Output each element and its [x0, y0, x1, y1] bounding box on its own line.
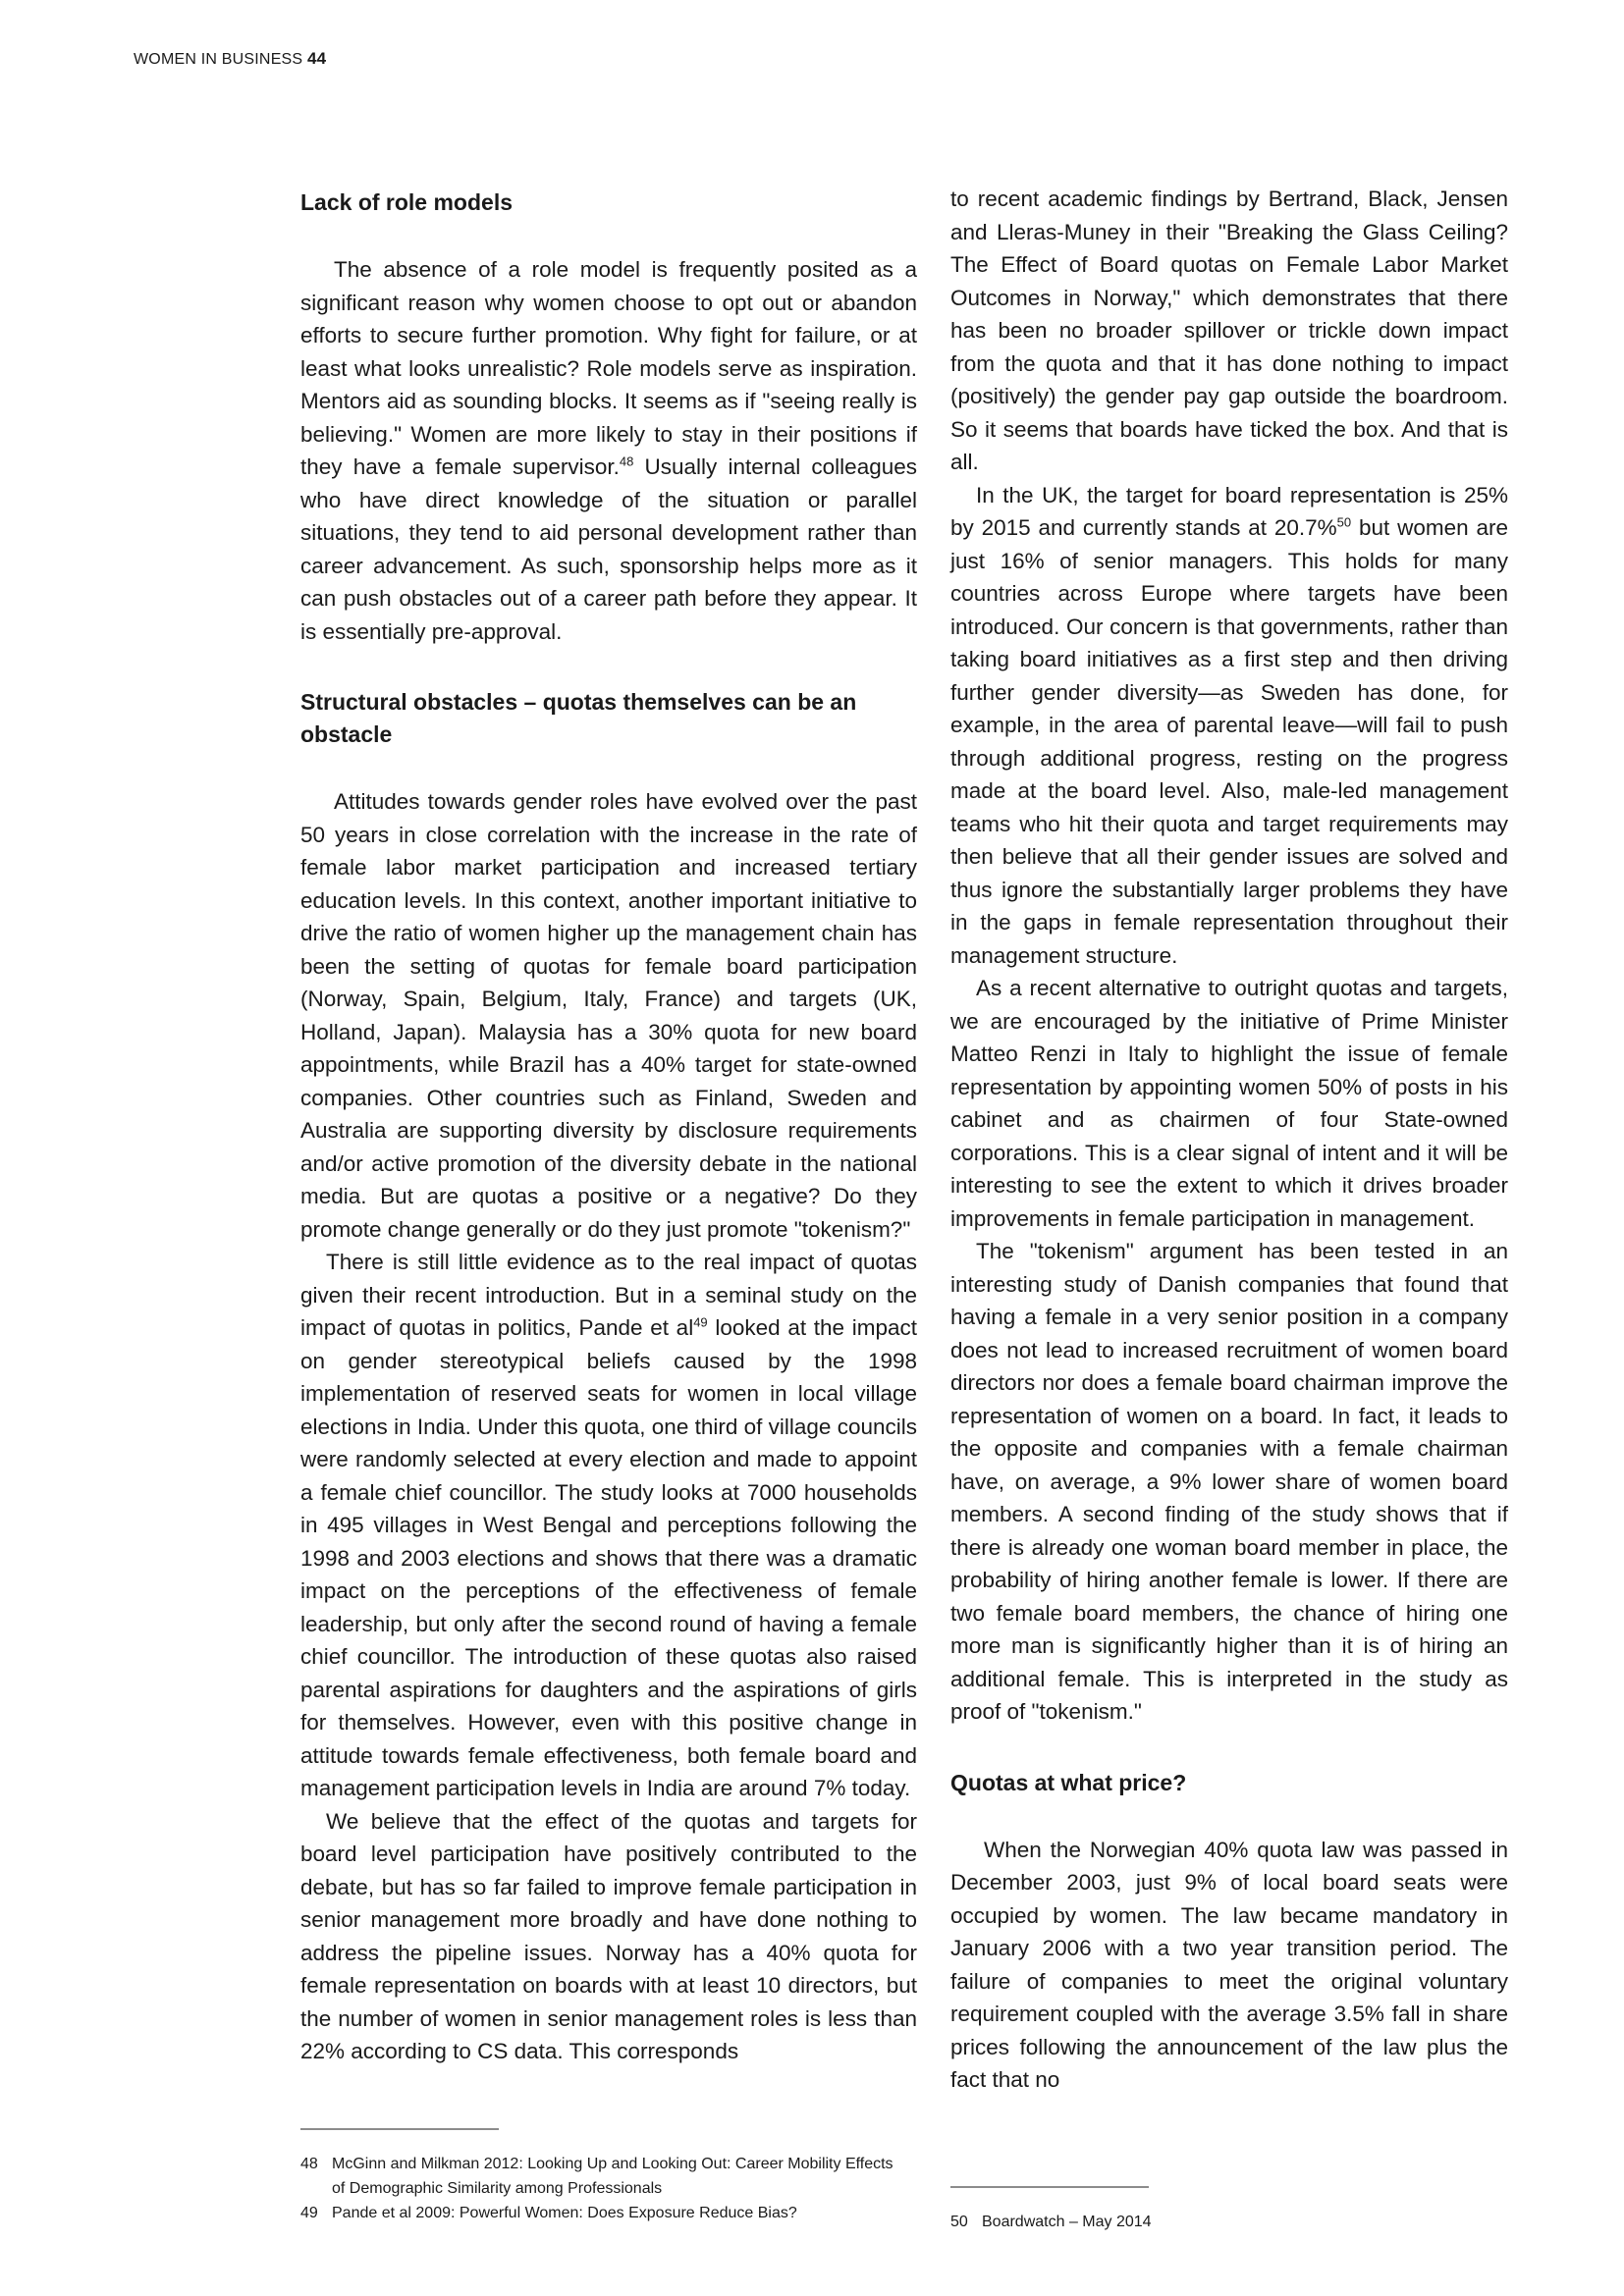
- heading-lack-of-role-models: Lack of role models: [300, 189, 514, 215]
- footnotes-left: [300, 2128, 909, 2225]
- footnote-text: Boardwatch – May 2014: [982, 2214, 1152, 2230]
- heading-quotas-price: Quotas at what price?: [950, 1769, 1187, 1795]
- paragraph-attitudes: Attitudes towards gender roles have evolved over the past 50 years in close correlation with the increase in the rate of female labor market participation and increased tertiary education levels. In this context, another important initiative to drive the ratio of women higher up the management chain has been the setting of quotas for female board participation (Norway, Spain, Belgium, Italy, France) and targets (UK, Holland, Japan). Malaysia has a 30% quota for new board appointments, while Brazil has a 40% target for state-owned companies. Other countries such as Finland, Sweden and Australia are supporting diversity by disclosure requirements and/or active promotion of the diversity debate in the national media. But are quotas a positive or a negative? Do they promote change generally or do they just promote "tokenism?": [300, 789, 917, 1242]
- footnote-number: 50: [950, 2214, 968, 2230]
- footnote-ref-49[interactable]: 49: [693, 1314, 708, 1330]
- paragraph-role-models: The absence of a role model is frequently posited as a significant reason why women choose to opt out or abandon efforts to secure further promotion. Why fight for failure, or at least what looks unrealistic? Role models serve as inspiration. Mentors aid as sounding blocks. It seems as if "seeing really is believing." Women are more likely to stay in their positions if they have a female supervisor.$^{48}$ Usually internal colleagues who have direct knowledge of the situation or parallel situations, they tend to aid personal development rather than career advancement. As such, sponsorship helps more as it can push obstacles out of a career path before they appear. It is essentially pre-approval.: [300, 257, 917, 644]
- footnote-ref-48[interactable]: 48: [619, 454, 634, 469]
- footnote-number: 48: [300, 2156, 318, 2172]
- footnote-text: Pande et al 2009: Powerful Women: Does Exposure Reduce Bias?: [332, 2205, 797, 2221]
- paragraph-academic-findings: to recent academic findings by Bertrand, Black, Jensen and Lleras-Muney in their "Breaking the Glass Ceiling? The Effect of Board quotas on Female Labor Market Outcomes in Norway," which demonstrates that there has been no broader spillover or trickle down impact from the quota and that it has done nothing to impact (positively) the gender pay gap outside the boardroom. So it seems that boards have ticked the box. And that is all.: [950, 187, 1508, 474]
- footnotes-right: [950, 2186, 1500, 2234]
- footnote-divider: [950, 2186, 1149, 2188]
- running-header: [134, 49, 326, 69]
- paragraph-renzi: As a recent alternative to outright quotas and targets, we are encouraged by the initiative of Prime Minister Matteo Renzi in Italy to highlight the issue of female representation by appointing women 50% of posts in his cabinet and as chairmen of four State-owned corporations. This is a clear signal of intent and it will be interesting to see the extent to which it drives broader improvements in female participation in management.: [950, 976, 1508, 1231]
- section-title: WOMEN IN BUSINESS: [134, 51, 303, 68]
- page-number: 44: [306, 49, 327, 68]
- paragraph-uk-target: In the UK, the target for board representation is 25% by 2015 and currently stands at 20.7%$^{50}$ but women are just 16% of senior managers. This holds for many countries across Europe where targets have been introduced. Our concern is that governments, rather than taking board initiatives as a first step and then driving further gender diversity—as Sweden has done, for example, in the area of parental leave—will fail to push through additional progress, resting on the progress made at the board level. Also, male-led management teams who hit their quota and target requirements may then believe that all their gender issues are solved and thus ignore the substantially larger problems they have in the gaps in female representation throughout their management structure.: [950, 482, 1508, 968]
- footnote-49: [300, 2201, 909, 2225]
- footnote-48: [300, 2152, 909, 2201]
- paragraph-little-evidence: There is still little evidence as to the real impact of quotas given their recent introduction. But in a seminal study on the impact of quotas in politics, Pande et $al^{49}$ looked at the impact on gender stereotypical beliefs caused by the 1998 implementation of reserved seats for women in local village elections in India. Under this quota, one third of village councils were randomly selected at every election and made to appoint a female chief councillor. The study looks at 7000 households in 495 villages in West Bengal and perceptions following the 1998 and 2003 elections and shows that there was a dramatic impact on the perceptions of the effectiveness of female leadership, but only after the second round of having a female chief councillor. The introduction of these quotas also raised parental aspirations for daughters and the aspirations of girls for themselves. However, even with this positive change in attitude towards female effectiveness, both female board and management participation levels in India are around 7% today.: [300, 1250, 917, 1800]
- footnote-divider: [300, 2128, 499, 2130]
- heading-structural-obstacles: Structural obstacles – quotas themselves can be an obstacle: [300, 689, 857, 747]
- footnote-50: [950, 2210, 1500, 2234]
- right-column: [950, 183, 1508, 2097]
- paragraph-tokenism: The "tokenism" argument has been tested in an interesting study of Danish companies that found that having a female in a very senior position in a company does not lead to increased recruitment of women board directors nor does a female board chairman improve the representation of women on a board. In fact, it leads to the opposite and companies with a female chairman have, on average, a 9% lower share of women board members. A second finding of the study shows that if there is already one woman board member in place, the probability of hiring another female is lower. If there are two female board members, the chance of hiring one more man is significantly higher than it is of hiring an additional female. This is interpreted in the study as proof of "tokenism.": [950, 1239, 1508, 1724]
- paragraph-norwegian-law: When the Norwegian 40% quota law was passed in December 2003, just 9% of local board seats were occupied by women. The law became mandatory in January 2006 with a two year transition period. The failure of companies to meet the original voluntary requirement coupled with the average 3.5% fall in share prices following the announcement of the law plus the fact that no: [950, 1837, 1508, 2092]
- left-column: [300, 183, 917, 2068]
- footnote-number: 49: [300, 2205, 318, 2221]
- footnote-text: McGinn and Milkman 2012: Looking Up and Looking Out: Career Mobility Effects of Demographic Similarity among Professionals: [332, 2156, 893, 2197]
- footnote-ref-50[interactable]: 50: [1336, 514, 1352, 530]
- paragraph-we-believe: We believe that the effect of the quotas and targets for board level participation have positively contributed to the debate, but has so far failed to improve female participation in senior management more broadly and have done nothing to address the pipeline issues. Norway has a 40% quota for female representation on boards with at least 10 directors, but the number of women in senior management roles is less than 22% according to CS data. This corresponds: [300, 1808, 917, 2063]
